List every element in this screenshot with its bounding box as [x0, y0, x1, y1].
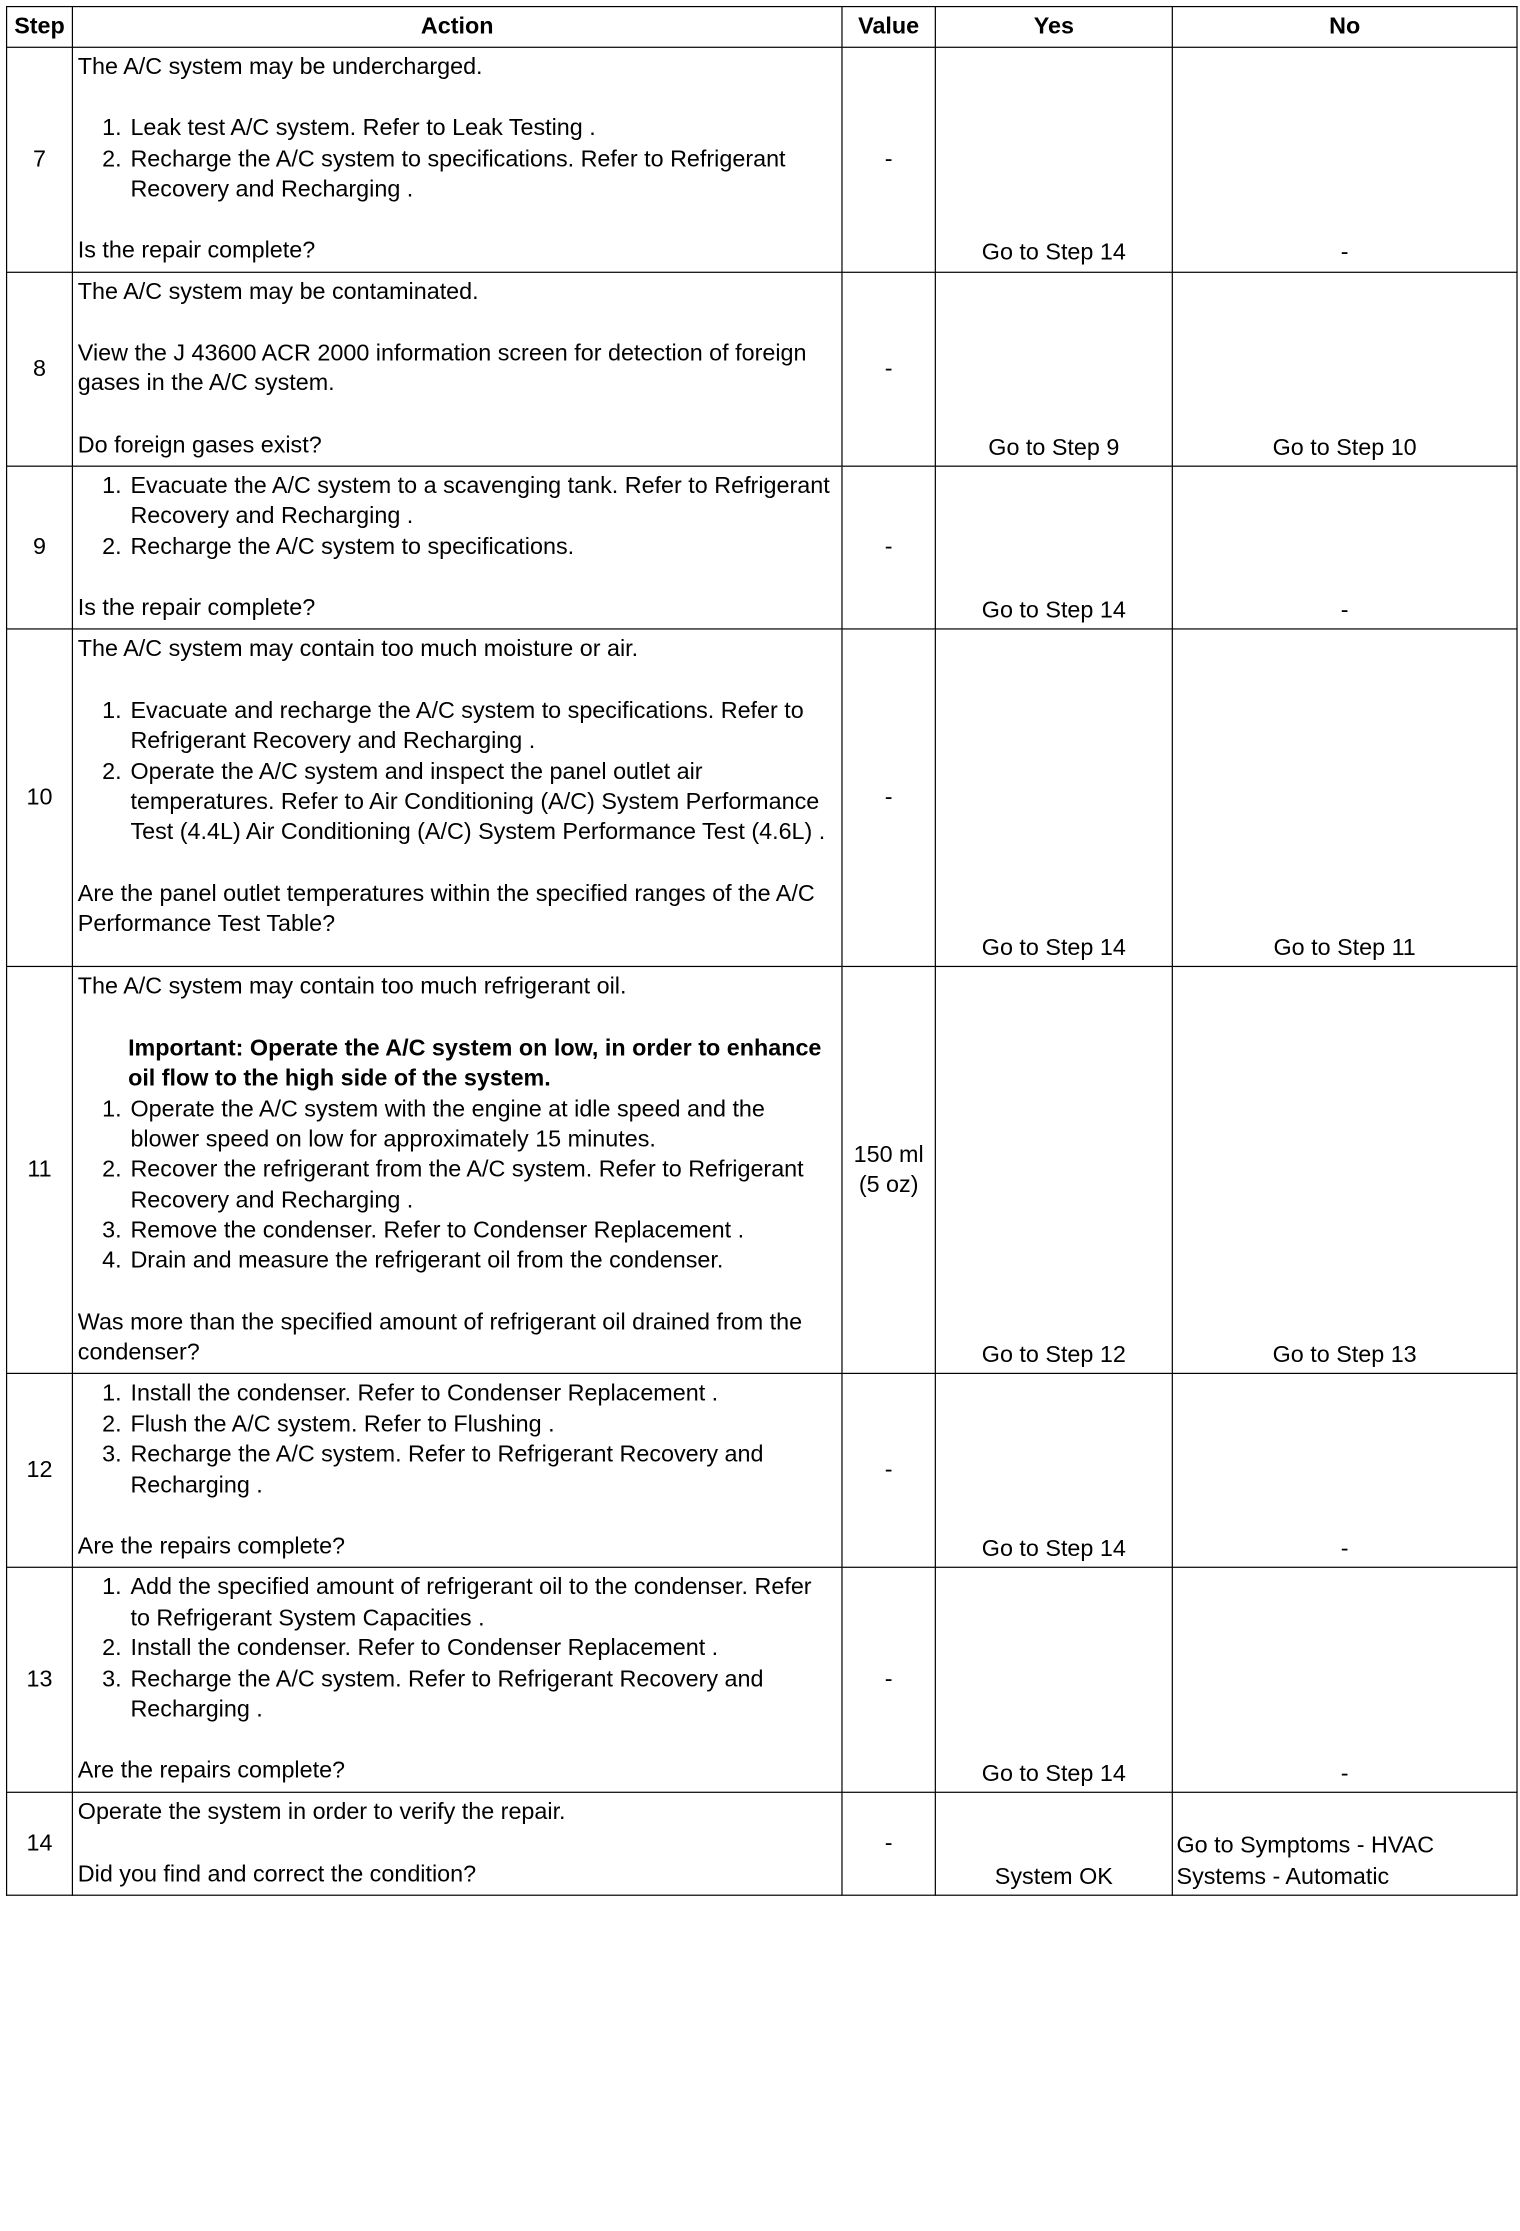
action-question: Are the panel outlet temperatures within the specified ranges of the A/C Performance Test Table? — [77, 880, 815, 937]
step-number: 14 — [7, 1793, 73, 1896]
header-step: Step — [7, 7, 73, 48]
no-cell: - — [1172, 1374, 1517, 1568]
no-cell: Go to Step 13 — [1172, 967, 1517, 1374]
action-intro: The A/C system may contain too much refrigerant oil. — [77, 973, 627, 1000]
step-number: 11 — [7, 967, 73, 1374]
step-number: 7 — [7, 47, 73, 272]
table-row — [7, 272, 1517, 466]
value-cell: - — [842, 466, 935, 629]
yes-cell: Go to Step 14 — [935, 630, 1172, 968]
no-cell: Go to Symptoms - HVAC Systems - Automatic — [1172, 1793, 1517, 1896]
list-item: 4. Drain and measure the refrigerant oil from the condenser. — [128, 1246, 835, 1276]
action-question: Are the repairs complete? — [77, 1532, 346, 1560]
action-cell — [72, 1568, 842, 1793]
table-row — [7, 466, 1517, 629]
header-action: Action — [72, 7, 842, 48]
no-cell: Go to Step 11 — [1172, 630, 1517, 968]
yes-cell: Go to Step 14 — [935, 1374, 1172, 1568]
action-intro: Operate the system in order to verify the repair. — [77, 1799, 566, 1826]
action-list — [78, 1095, 836, 1277]
no-cell: - — [1172, 1568, 1517, 1793]
diagnostic-table — [6, 6, 1518, 1896]
action-list — [78, 696, 836, 848]
value-cell: - — [842, 47, 935, 272]
yes-cell: Go to Step 12 — [935, 967, 1172, 1374]
list-item: 2. Install the condenser. Refer to Condenser Replacement . — [128, 1634, 835, 1664]
value-metric: 150 ml — [853, 1141, 924, 1168]
list-item: 3. Remove the condenser. Refer to Condenser Replacement . — [128, 1216, 835, 1246]
list-item: 3. Recharge the A/C system. Refer to Refrigerant Recovery and Recharging . — [128, 1664, 835, 1725]
header-no: No — [1172, 7, 1517, 48]
action-question: Is the repair complete? — [77, 237, 316, 264]
action-list — [78, 1379, 836, 1500]
list-item: 2. Operate the A/C system and inspect the panel outlet air temperatures. Refer to Air Conditioning (A/C) System Performance Test (4.4L) Air Conditioning (A/C) System Performance Test (4.6L) . — [128, 757, 835, 848]
table-row — [7, 1568, 1517, 1793]
action-body: View the J 43600 ACR 2000 information screen for detection of foreign gases in the A/C system. — [77, 339, 807, 397]
value-cell: - — [842, 630, 935, 968]
table-row — [7, 967, 1517, 1374]
action-question: Do foreign gases exist? — [77, 431, 322, 459]
action-question: Is the repair complete? — [77, 594, 316, 622]
header-value: Value — [842, 7, 935, 48]
step-number: 9 — [7, 466, 73, 629]
list-item: 2. Recharge the A/C system to specifications. — [128, 532, 835, 562]
action-cell — [72, 466, 842, 629]
action-list — [78, 472, 836, 563]
no-cell: Go to Step 10 — [1172, 272, 1517, 466]
header-yes: Yes — [935, 7, 1172, 48]
table-row — [7, 1374, 1517, 1568]
action-question: Did you find and correct the condition? — [77, 1860, 477, 1888]
value-cell — [842, 967, 935, 1374]
table-row — [7, 630, 1517, 968]
step-number: 12 — [7, 1374, 73, 1568]
action-intro: The A/C system may be contaminated. — [77, 278, 479, 305]
value-imperial: (5 oz) — [858, 1171, 919, 1199]
list-item: 2. Flush the A/C system. Refer to Flushing . — [128, 1410, 835, 1440]
action-intro: The A/C system may be undercharged. — [77, 53, 483, 81]
list-item: 2. Recover the refrigerant from the A/C system. Refer to Refrigerant Recovery and Recharging . — [128, 1155, 835, 1216]
no-cell: - — [1172, 466, 1517, 629]
step-number: 13 — [7, 1568, 73, 1793]
value-cell: - — [842, 1568, 935, 1793]
yes-cell: Go to Step 14 — [935, 47, 1172, 272]
step-number: 10 — [7, 630, 73, 968]
header-row — [7, 7, 1517, 48]
table-row — [7, 1793, 1517, 1896]
value-cell: - — [842, 1374, 935, 1568]
important-note: Important: Operate the A/C system on low, in order to enhance oil flow to the high side of the system. — [128, 1035, 822, 1092]
no-cell: - — [1172, 47, 1517, 272]
list-item: 3. Recharge the A/C system. Refer to Refrigerant Recovery and Recharging . — [128, 1440, 835, 1501]
action-cell — [72, 47, 842, 272]
action-cell — [72, 630, 842, 968]
list-item: 2. Recharge the A/C system to specifications. Refer to Refrigerant Recovery and Recharging . — [128, 144, 835, 205]
yes-cell: Go to Step 14 — [935, 1568, 1172, 1793]
value-cell: - — [842, 1793, 935, 1896]
yes-cell: Go to Step 9 — [935, 272, 1172, 466]
step-number: 8 — [7, 272, 73, 466]
yes-cell: Go to Step 14 — [935, 466, 1172, 629]
value-cell: - — [842, 272, 935, 466]
list-item: 1. Install the condenser. Refer to Condenser Replacement . — [128, 1379, 835, 1409]
table-row — [7, 47, 1517, 272]
list-item: 1. Evacuate the A/C system to a scavenging tank. Refer to Refrigerant Recovery and Recharging . — [128, 472, 835, 533]
action-cell — [72, 967, 842, 1374]
action-question: Was more than the specified amount of refrigerant oil drained from the condenser? — [77, 1308, 803, 1366]
yes-cell: System OK — [935, 1793, 1172, 1896]
list-item: 1. Operate the A/C system with the engine at idle speed and the blower speed on low for approximately 15 minutes. — [128, 1095, 835, 1156]
action-list — [78, 1573, 836, 1725]
list-item: 1. Leak test A/C system. Refer to Leak Testing . — [128, 114, 835, 144]
action-question: Are the repairs complete? — [77, 1757, 346, 1784]
list-item: 1. Add the specified amount of refrigerant oil to the condenser. Refer to Refrigerant System Capacities . — [128, 1573, 835, 1634]
list-item: 1. Evacuate and recharge the A/C system to specifications. Refer to Refrigerant Recovery and Recharging . — [128, 696, 835, 757]
action-cell — [72, 1793, 842, 1896]
action-list — [78, 114, 836, 205]
action-cell — [72, 1374, 842, 1568]
action-intro: The A/C system may contain too much moisture or air. — [77, 636, 639, 663]
action-cell — [72, 272, 842, 466]
